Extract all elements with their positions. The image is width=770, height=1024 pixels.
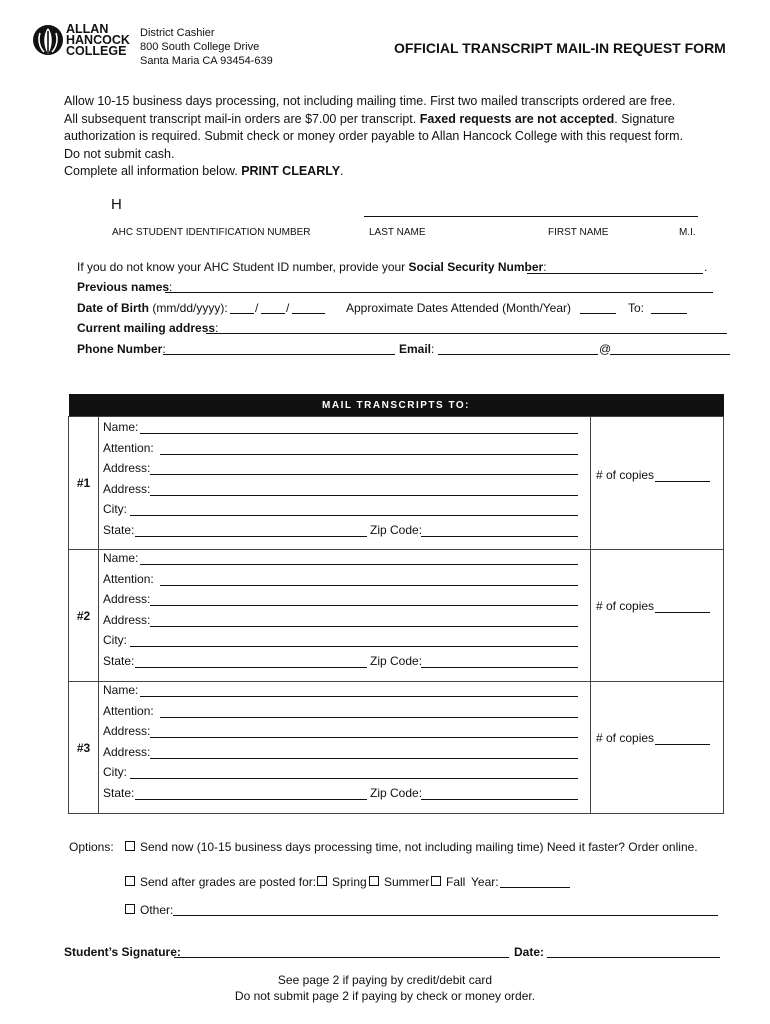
mail-3-address-field[interactable] [150, 737, 578, 738]
mailing-address-colon: : [215, 321, 219, 335]
ssn-label-colon: : [543, 260, 547, 274]
mail-2-copies-label: # of copies [596, 599, 655, 614]
mail-2-city-field[interactable] [130, 646, 578, 647]
college-logo [32, 24, 132, 56]
mail-3-zip-label: Zip Code: [370, 786, 423, 800]
phone-label-text: Phone Number [77, 342, 163, 356]
mail-1-address-label: Address: [103, 461, 151, 476]
mail-3-copies-label: # of copies [596, 731, 655, 746]
mail-1-address-label: Address: [103, 481, 151, 496]
fall-checkbox[interactable] [431, 876, 441, 886]
college-name-line3: COLLEGE [66, 44, 127, 58]
mail-3-name-field[interactable] [140, 696, 578, 697]
option-send-after[interactable] [125, 875, 316, 889]
mail-1-address-field[interactable] [150, 495, 578, 496]
intro-line3: authorization is required. Submit check or money order payable to Allan Hancock College with this request form. [64, 129, 684, 143]
send-after-text: Send after grades are posted for: [140, 875, 317, 889]
fall-text: Fall [446, 875, 466, 889]
mail-3-state-field[interactable] [135, 799, 367, 800]
signature-field[interactable] [174, 957, 509, 958]
mail-2-address-label: Address: [103, 612, 151, 627]
copies-cell-2 [591, 550, 724, 682]
mail-1-copies-field[interactable] [655, 481, 710, 482]
mail-2-zip-field[interactable] [421, 667, 578, 668]
mail-3-name-label: Name: [103, 683, 139, 697]
date-label: Date: [514, 945, 545, 959]
ssn-label-bold: Social Security Number [408, 260, 544, 274]
ssn-label [77, 260, 547, 274]
intro-paragraph [64, 93, 754, 181]
send-now-text: Send now (10-15 business days processing time, not including mailing time) Need it faster? Order online. [140, 840, 698, 854]
dob-day-field[interactable] [261, 313, 285, 314]
summer-text: Summer [384, 875, 430, 889]
mailing-address-field[interactable] [206, 333, 727, 334]
dob-year-field[interactable] [292, 313, 325, 314]
mail-2-attention-field[interactable] [160, 585, 578, 586]
summer-checkbox[interactable] [369, 876, 379, 886]
ssn-field[interactable] [527, 273, 703, 274]
option-other[interactable] [125, 903, 173, 917]
email-domain-field[interactable] [610, 354, 730, 355]
intro-line5-text: Complete all information below. [64, 164, 242, 178]
address-line3: Santa Maria CA 93454-639 [140, 55, 273, 67]
mail-2-name-label: Name: [103, 551, 139, 565]
options-label: Options: [69, 840, 114, 854]
footer-line2: Do not submit page 2 if paying by check or money order. [234, 989, 536, 1003]
dob-label-bold: Date of Birth [77, 301, 149, 315]
spring-text: Spring [332, 875, 367, 889]
mail-3-city-label: City: [103, 765, 127, 780]
mail-1-address-field[interactable] [150, 474, 578, 475]
email-at-sign: @ [599, 342, 612, 356]
mail-1-zip-label: Zip Code: [370, 523, 423, 537]
dates-attended-to-field[interactable] [651, 313, 687, 314]
mail-3-attention-label: Attention: [103, 703, 154, 718]
year-field[interactable] [500, 887, 570, 888]
previous-names-field[interactable] [165, 292, 713, 293]
option-send-now[interactable] [125, 840, 698, 854]
print-clearly: PRINT CLEARLY [241, 164, 341, 178]
mail-2-city-label: City: [103, 633, 127, 648]
mail-1-city-field[interactable] [130, 515, 578, 516]
mail-1-zip-field[interactable] [421, 536, 578, 537]
option-fall[interactable] [431, 875, 465, 889]
dates-attended-label: Approximate Dates Attended (Month/Year) [346, 301, 572, 315]
mail-table-header: MAIL TRANSCRIPTS TO: [69, 394, 724, 417]
phone-label [77, 342, 166, 356]
address-block-1 [99, 417, 591, 550]
mail-2-zip-label: Zip Code: [370, 654, 423, 668]
form-title: OFFICIAL TRANSCRIPT MAIL-IN REQUEST FORM [394, 40, 726, 56]
mail-3-attention-field[interactable] [160, 717, 578, 718]
mail-3-city-field[interactable] [130, 778, 578, 779]
intro-line2-end: . Signature [614, 111, 675, 126]
last-name-label: LAST NAME [369, 227, 426, 238]
email-user-field[interactable] [438, 354, 598, 355]
mail-2-state-field[interactable] [135, 667, 367, 668]
address-block-3 [99, 682, 591, 814]
entry-number-2: #2 [69, 550, 99, 682]
intro-line5-end: . [340, 164, 344, 178]
mailing-address-label [77, 321, 218, 335]
mail-3-address-field[interactable] [150, 758, 578, 759]
college-name-line2: HANCOCK [66, 33, 130, 47]
mail-1-state-label: State: [103, 523, 135, 537]
mail-1-attention-field[interactable] [160, 454, 578, 455]
footer-line1: See page 2 if paying by credit/debit card [277, 973, 493, 987]
student-id-label: AHC STUDENT IDENTIFICATION NUMBER [112, 227, 311, 238]
mail-2-copies-field[interactable] [655, 612, 710, 613]
mail-3-address-label: Address: [103, 724, 151, 739]
intro-line2 [64, 111, 754, 129]
leaf-emblem-icon [32, 24, 64, 56]
send-after-checkbox[interactable] [125, 876, 135, 886]
mailing-address-text: Current mailing address [77, 321, 216, 335]
email-label [399, 342, 434, 356]
signature-label: Student’s Signature: [64, 945, 181, 959]
intro-line1: Allow 10-15 business days processing, not including mailing time. First two mailed transcripts ordered are free. [64, 94, 676, 108]
entry-number-3: #3 [69, 682, 99, 814]
mail-2-address-field[interactable] [150, 626, 578, 627]
mail-2-name-field[interactable] [140, 564, 578, 565]
name-field-line[interactable] [364, 216, 698, 217]
copies-cell-3 [591, 682, 724, 814]
dob-label [77, 301, 228, 315]
other-field[interactable] [173, 915, 718, 916]
address-line1: District Cashier [140, 27, 215, 39]
first-name-label: FIRST NAME [548, 227, 609, 238]
other-text: Other: [140, 903, 174, 917]
dob-slash-1: / [255, 301, 259, 315]
mail-1-state-field[interactable] [135, 536, 367, 537]
phone-field[interactable] [163, 354, 395, 355]
mail-2-address-field[interactable] [150, 605, 578, 606]
send-now-checkbox[interactable] [125, 841, 135, 851]
mail-1-attention-label: Attention: [103, 440, 154, 455]
ssn-label-text: If you do not know your AHC Student ID number, provide your [77, 260, 409, 274]
address-line2: 800 South College Drive [140, 41, 260, 53]
other-checkbox[interactable] [125, 904, 135, 914]
intro-line2-text: All subsequent transcript mail-in orders are $7.00 per transcript. [64, 111, 420, 126]
mail-3-address-label: Address: [103, 744, 151, 759]
mail-1-name-field[interactable] [140, 433, 578, 434]
mail-3-zip-field[interactable] [421, 799, 578, 800]
phone-label-colon: : [162, 342, 166, 356]
date-field[interactable] [547, 957, 720, 958]
mail-2-attention-label: Attention: [103, 571, 154, 586]
mail-3-copies-field[interactable] [655, 744, 710, 745]
email-label-colon: : [431, 342, 435, 356]
previous-names-colon: : [169, 280, 173, 294]
mail-2-state-label: State: [103, 654, 135, 668]
faxed-warning: Faxed requests are not accepted [419, 111, 615, 126]
intro-line5 [64, 163, 754, 181]
entry-number-1: #1 [69, 417, 99, 550]
mail-1-copies-label: # of copies [596, 468, 655, 483]
mail-1-city-label: City: [103, 502, 127, 517]
dates-attended-to-label: To: [628, 301, 645, 315]
year-label: Year: [471, 875, 499, 889]
mail-3-state-label: State: [103, 786, 135, 800]
spring-checkbox[interactable] [317, 876, 327, 886]
address-block-2 [99, 550, 591, 682]
email-label-text: Email [399, 342, 432, 356]
dates-attended-from-field[interactable] [580, 313, 616, 314]
ssn-period: . [704, 260, 708, 274]
previous-names-text: Previous names [77, 280, 170, 294]
dob-label-format: (mm/dd/yyyy): [149, 301, 228, 315]
mail-2-address-label: Address: [103, 592, 151, 607]
intro-line4: Do not submit cash. [64, 146, 175, 161]
mail-1-name-label: Name: [103, 420, 139, 434]
option-spring[interactable] [317, 875, 367, 889]
previous-names-label [77, 280, 172, 294]
option-summer[interactable] [369, 875, 429, 889]
college-name-line1: ALLAN [66, 22, 109, 36]
dob-slash-2: / [286, 301, 290, 315]
mi-label: M.I. [679, 227, 696, 238]
copies-cell-1 [591, 417, 724, 550]
student-id-field[interactable]: H [111, 196, 122, 213]
dob-month-field[interactable] [230, 313, 254, 314]
